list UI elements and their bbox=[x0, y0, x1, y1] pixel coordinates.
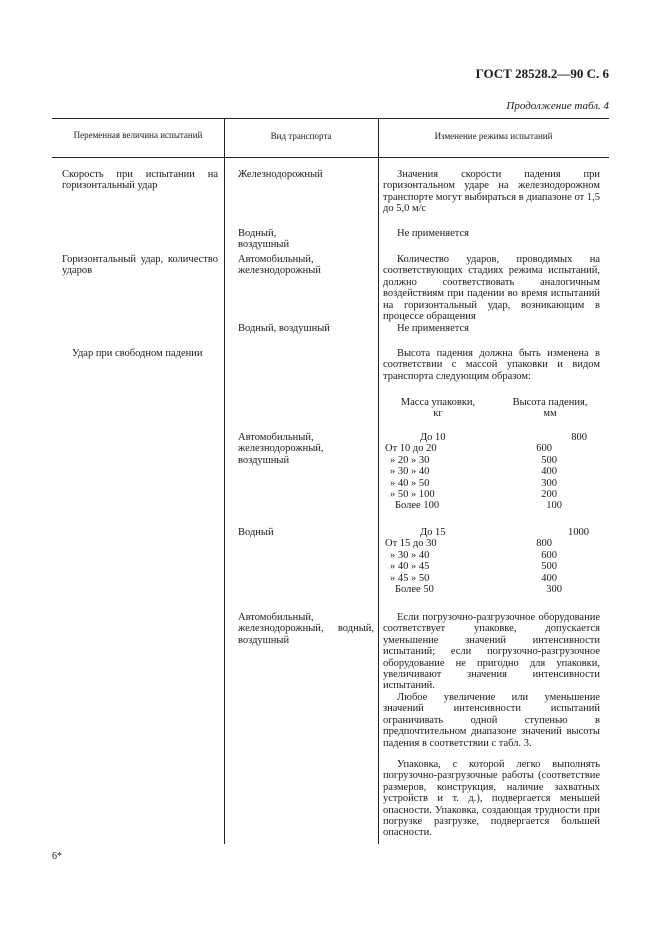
mass-cell: » 40 » 50 bbox=[390, 477, 430, 489]
table-row bbox=[383, 500, 600, 511]
table-row bbox=[383, 584, 600, 595]
column-header-variable: Переменная величина испытаний bbox=[73, 130, 203, 140]
mass-cell: От 10 до 20 bbox=[385, 443, 437, 455]
height-cell: 200 bbox=[541, 489, 557, 501]
mass-cell: Более 100 bbox=[395, 500, 440, 512]
height-cell: 800 bbox=[571, 432, 587, 443]
column-header-mode-change: Изменение режима испытаний bbox=[434, 131, 553, 141]
table-row bbox=[383, 561, 600, 572]
row2-mode-1: Количество ударов, проводимых на соответствующих стадиях режима испытаний, должно соответствовать аналогичным воздействиям при падении во время испытаний на горизонтальный удар, возникающим в процессе обращения bbox=[383, 254, 600, 323]
row2-transport-1: Автомобильный, железнодорожный bbox=[238, 254, 321, 277]
table-continuation-label: Продолжение табл. 4 bbox=[506, 100, 609, 112]
group2-transport: Водный bbox=[238, 527, 274, 538]
mass-cell: От 15 до 30 bbox=[385, 538, 437, 550]
column-header-transport: Вид транспорта bbox=[270, 131, 332, 141]
row1-mode-1: Значения скорости падения при горизонтальном ударе на железнодорожном транспорте могут выбираться в диапазоне от 1,5 до 5,0 м/с bbox=[383, 169, 600, 215]
mass-cell: Более 50 bbox=[395, 584, 434, 596]
mass-header-unit: кг bbox=[433, 408, 443, 420]
row3-paragraph-1: Если погрузочно-разгрузочное оборудование соответствует упаковке, допускается уменьшение значений интенсивности испытаний; если погрузочно-разгрузочное оборудование не пригодно для упаковки, увеличивают значения интенсивности испытаний. bbox=[383, 612, 600, 692]
table-row bbox=[383, 443, 600, 454]
row3-paragraph-2: Любое увеличение или уменьшение значений интенсивности испытаний ограничивать одной ступенью в предпочтительном диапазоне значений высоты падения в соответствии с табл. 3. bbox=[383, 692, 600, 749]
table-row bbox=[383, 466, 600, 477]
row1-transport-1: Железнодорожный bbox=[238, 169, 323, 180]
group2-table bbox=[383, 527, 600, 595]
table-row bbox=[383, 550, 600, 561]
table-row bbox=[383, 573, 600, 584]
height-cell: 800 bbox=[536, 538, 552, 550]
row2-transport-2: Водный, воздушный bbox=[238, 323, 330, 334]
row3-variable: Удар при свободном падении bbox=[72, 348, 203, 359]
group3-transport: Автомобильный, железнодорожный, водный, воздушный bbox=[238, 612, 374, 646]
height-header-unit: мм bbox=[543, 408, 557, 420]
height-cell: 400 bbox=[541, 466, 557, 478]
table-top-rule bbox=[52, 118, 609, 119]
row3-intro: Высота падения должна быть изменена в соответствии с массой упаковки и видом транспорта следующим образом: bbox=[383, 348, 600, 382]
row1-variable: Скорость при испытании на горизонтальный удар bbox=[62, 169, 218, 192]
height-cell: 100 bbox=[546, 500, 562, 512]
height-cell: 300 bbox=[546, 584, 562, 596]
height-cell: 600 bbox=[541, 549, 557, 561]
height-column-header bbox=[500, 397, 600, 420]
row1-transport-2: Водный, воздушный bbox=[238, 228, 290, 251]
mass-cell: До 15 bbox=[420, 527, 446, 538]
height-cell: 500 bbox=[541, 561, 557, 573]
mass-cell: » 30 » 40 bbox=[390, 466, 430, 478]
table-row bbox=[383, 489, 600, 500]
table-row bbox=[383, 527, 600, 538]
row2-mode-2: Не применяется bbox=[397, 323, 469, 334]
mass-column-header bbox=[383, 397, 493, 420]
table-row bbox=[383, 455, 600, 466]
height-cell: 600 bbox=[536, 443, 552, 455]
mass-cell: До 10 bbox=[420, 432, 446, 443]
group1-transport: Автомобильный, железнодорожный, воздушный bbox=[238, 432, 324, 466]
table-header-rule bbox=[52, 157, 609, 158]
mass-cell: » 45 » 50 bbox=[390, 572, 430, 584]
height-cell: 400 bbox=[541, 572, 557, 584]
row1-mode-2: Не применяется bbox=[397, 228, 469, 239]
mass-cell: » 50 » 100 bbox=[390, 489, 435, 501]
row2-variable: Горизонтальный удар, количество ударов bbox=[62, 254, 218, 277]
table-row bbox=[383, 432, 600, 443]
mass-cell: » 40 » 45 bbox=[390, 561, 430, 573]
table-row bbox=[383, 478, 600, 489]
row3-paragraph-3: Упаковка, с которой легко выполнять погрузочно-разгрузочные работы (соответствие размеров, конструкция, наличие захватных устройств и т. д.), подвергается меньшей опасности. Упаковка, создающая трудности при погрузке разгрузке, подвергается большей опасности. bbox=[383, 759, 600, 839]
mass-cell: » 30 » 40 bbox=[390, 549, 430, 561]
column-divider-2 bbox=[378, 118, 379, 844]
mass-cell: » 20 » 30 bbox=[390, 454, 430, 466]
mass-header-label: Масса упаковки, bbox=[400, 397, 476, 408]
table-row bbox=[383, 538, 600, 549]
height-cell: 1000 bbox=[568, 527, 589, 538]
height-cell: 500 bbox=[541, 454, 557, 466]
height-header-label: Высота падения, bbox=[512, 397, 588, 408]
page-number: 6* bbox=[52, 851, 62, 862]
height-cell: 300 bbox=[541, 477, 557, 489]
column-divider-1 bbox=[224, 118, 225, 844]
page-header-title: ГОСТ 28528.2—90 С. 6 bbox=[475, 66, 609, 81]
group1-table bbox=[383, 432, 600, 512]
